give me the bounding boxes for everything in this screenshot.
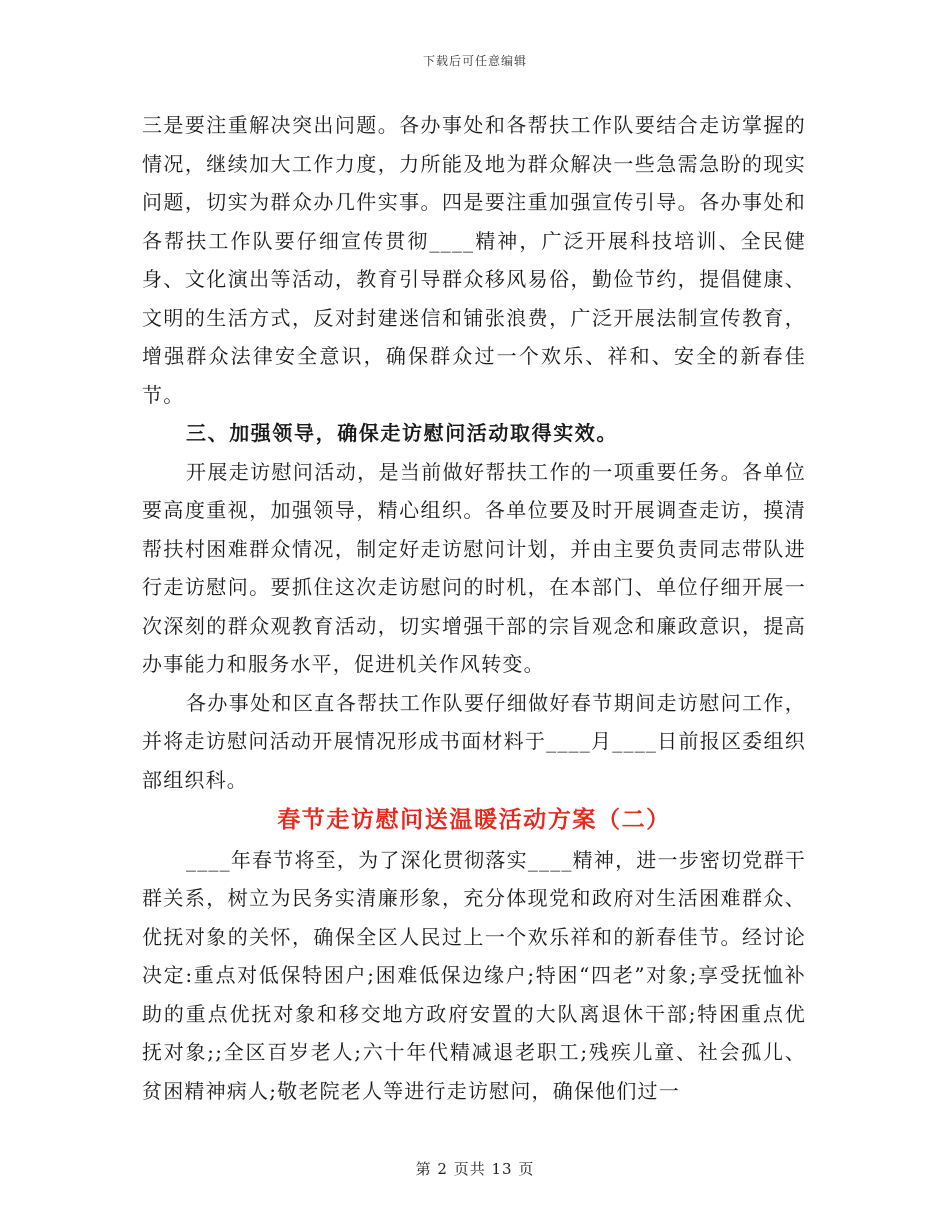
section-title: 春节走访慰问送温暖活动方案（二） (277, 806, 671, 833)
section-heading-3: 三、加强领导，确保走访慰问活动取得实效。 (186, 421, 618, 445)
header-note: 下载后可任意编辑 (422, 54, 527, 68)
paragraph-4: ____年春节将至，为了深化贯彻落实____精神，进一步密切党群干群关系，树立为民务实清廉形象，充分体现党和政府对生活困难群众、优抚对象的关怀，确保全区人民过上一个欢乐祥和的新春佳节。经讨论决定:重点对低保特困户;困难低保边缘户;特困“四老”对象;享受抚恤补助的重点优抚对象和移交地方政府安置的大队离退休干部;特困重点优抚对象;;全区百岁老人;六十年代精减退老职工;残疾儿童、社会孤儿、贫困精神病人;敬老院老人等进行走访慰问，确保他们过一 (142, 847, 806, 1103)
paragraph-2: 开展走访慰问活动，是当前做好帮扶工作的一项重要任务。各单位要高度重视，加强领导，精心组织。各单位要及时开展调查走访，摸清帮扶村困难群众情况，制定好走访慰问计划，并由主要负责同志带队进行走访慰问。要抓住这次走访慰问的时机，在本部门、单位仔细开展一次深刻的群众观教育活动，切实增强干部的宗旨观念和廉政意识，提高办事能力和服务水平，促进机关作风转变。 (142, 459, 806, 676)
page-number: 第 2 页共 13 页 (415, 1160, 535, 1178)
paragraph-3: 各办事处和区直各帮扶工作队要仔细做好春节期间走访慰问工作，并将走访慰问活动开展情况形成书面材料于____月____日前报区委组织部组织科。 (142, 690, 806, 792)
paragraph-1: 三是要注重解决突出问题。各办事处和各帮扶工作队要结合走访掌握的情况，继续加大工作力度，力所能及地为群众解决一些急需急盼的现实问题，切实为群众办几件实事。四是要注重加强宣传引导。各办事处和各帮扶工作队要仔细宣传贯彻____精神，广泛开展科技培训、全民健身、文化演出等活动，教育引导群众移风易俗，勤俭节约，提倡健康、文明的生活方式，反对封建迷信和铺张浪费，广泛开展法制宣传教育，增强群众法律安全意识，确保群众过一个欢乐、祥和、安全的新春佳节。 (142, 113, 806, 407)
document-body (142, 106, 806, 1110)
